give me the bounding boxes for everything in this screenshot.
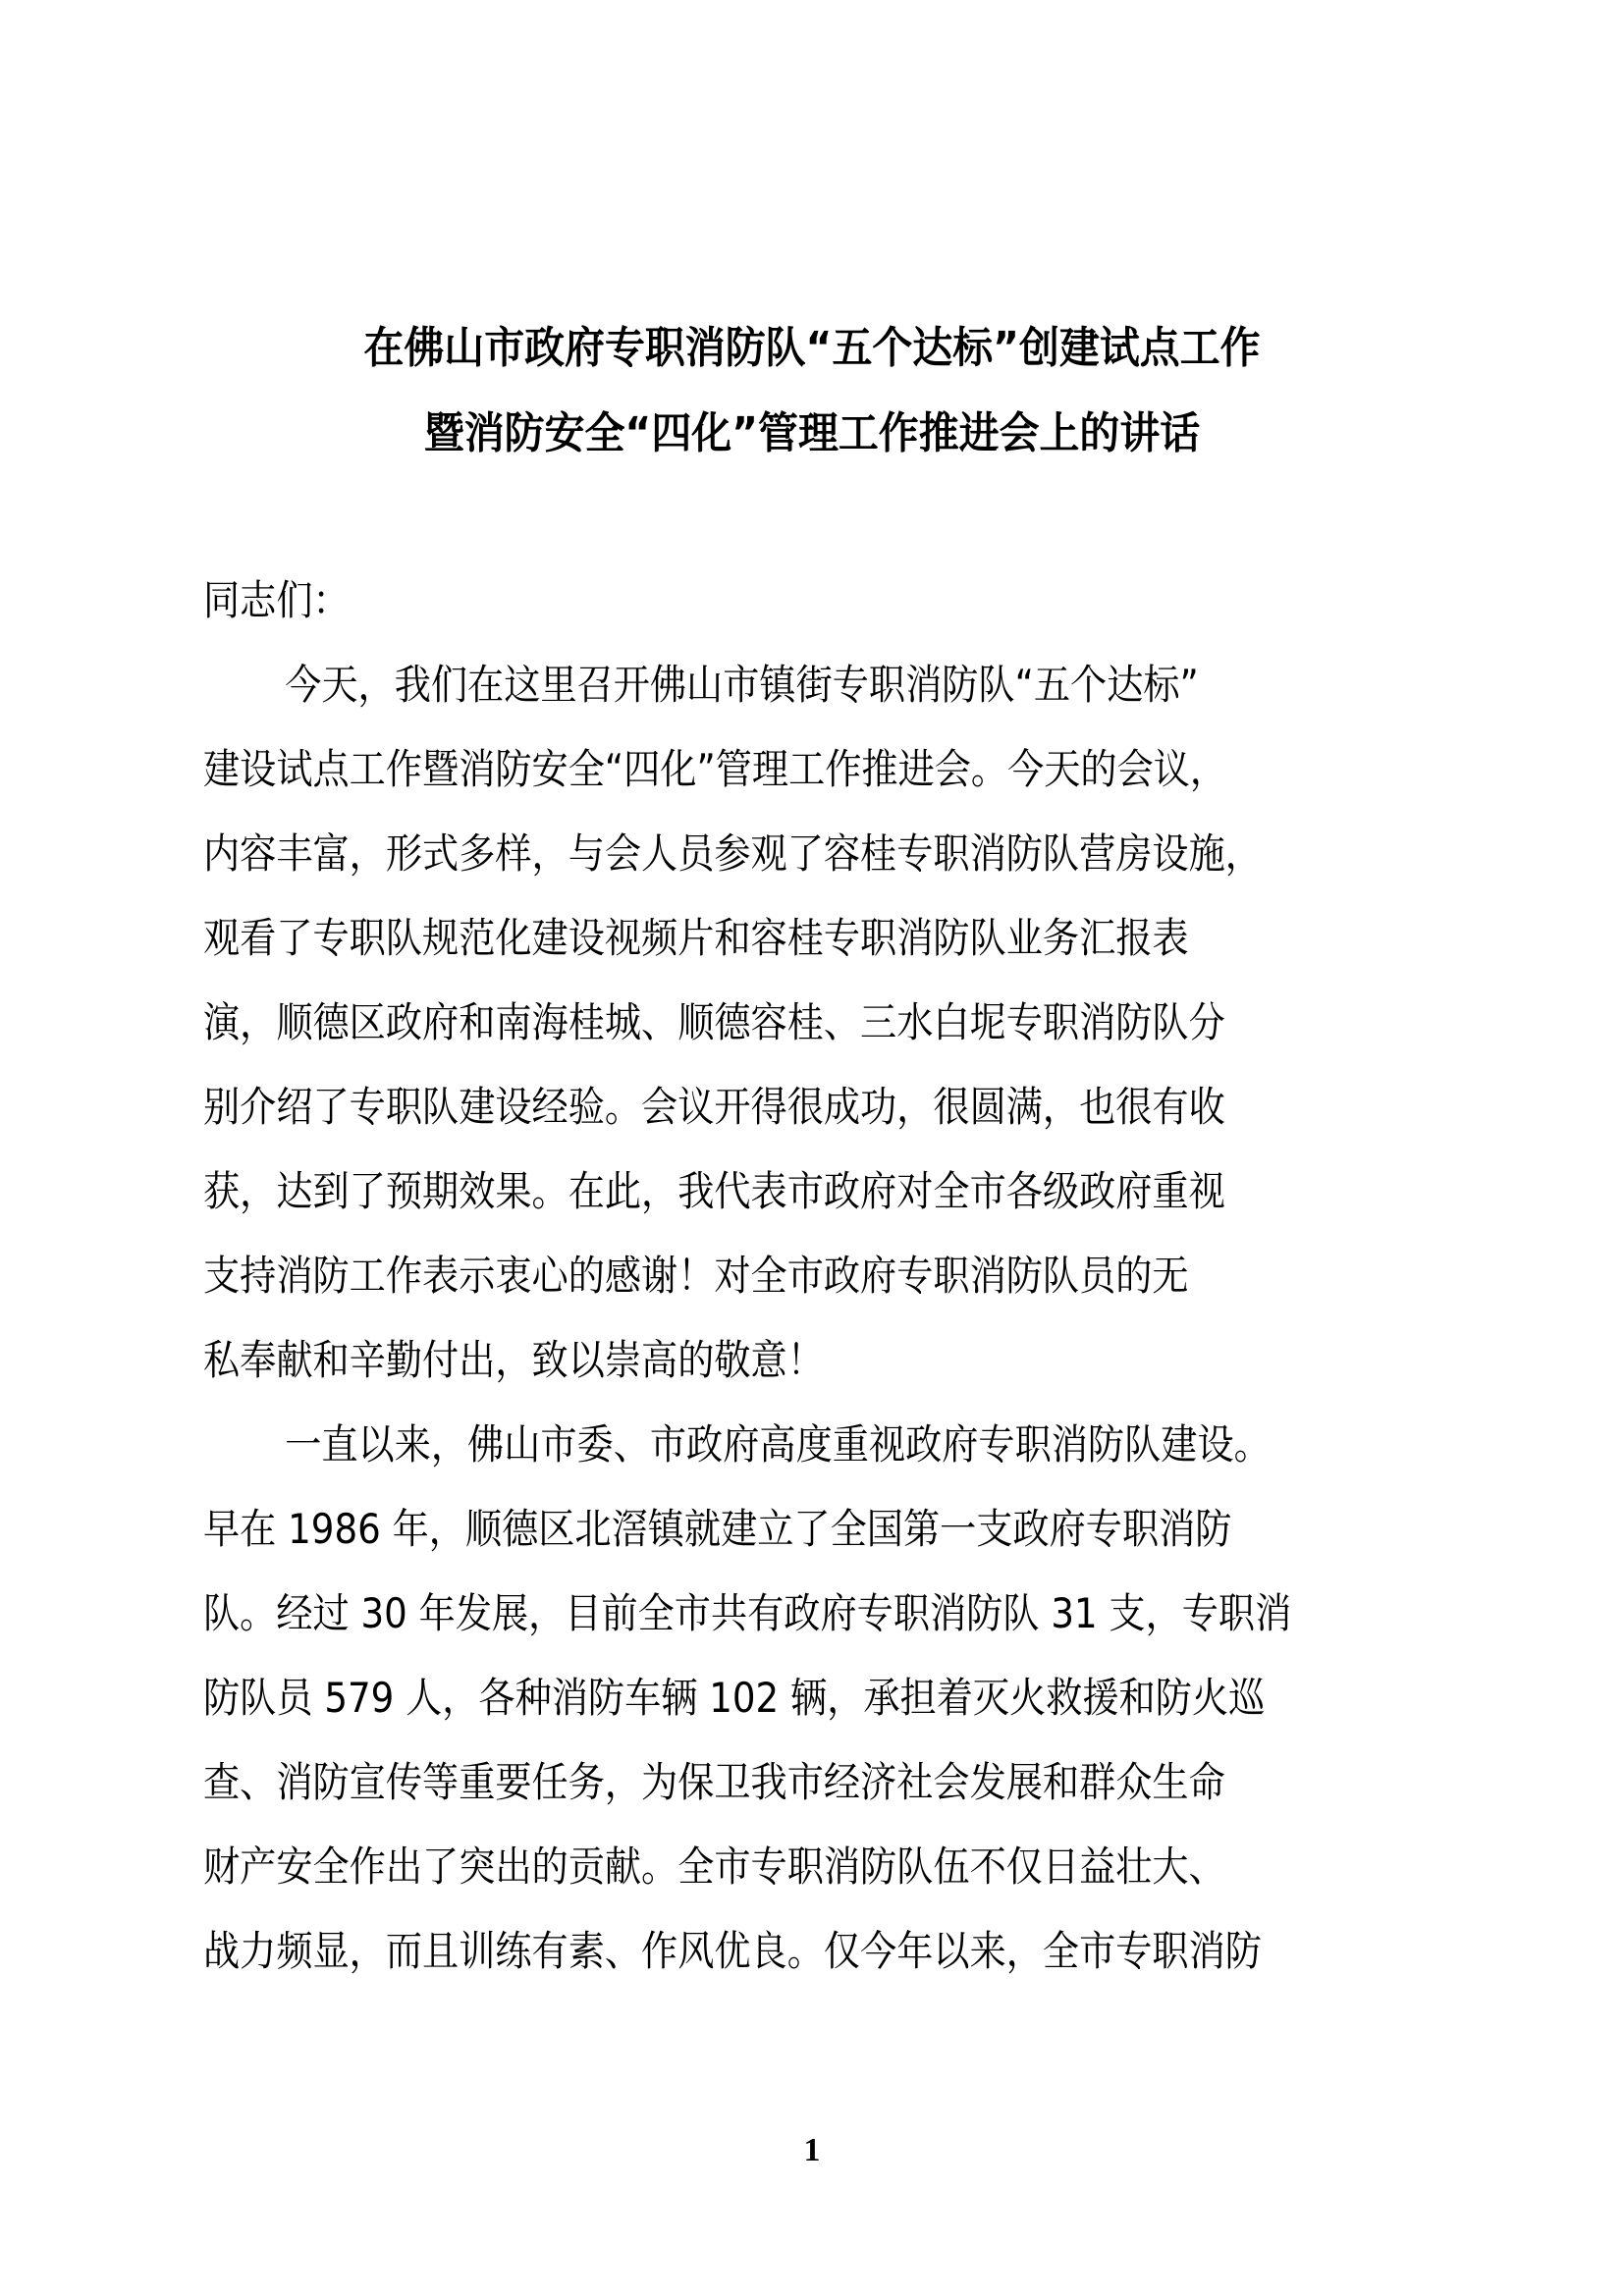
paragraph-2-line-5: 查、消防宣传等重要任务，为保卫我市经济社会发展和群众生命 — [203, 1758, 1225, 1806]
paragraph-1-line-1: 今天，我们在这里召开佛山市镇街专职消防队“五个达标” — [285, 661, 1199, 709]
paragraph-2-line-3: 队。经过 30 年发展，目前全市共有政府专职消防队 31 支，专职消 — [203, 1589, 1292, 1637]
page-number: 1 — [803, 2132, 821, 2168]
document-title-line-1: 在佛山市政府专职消防队“五个达标”创建试点工作 — [363, 323, 1261, 373]
paragraph-2-line-6: 财产安全作出了突出的贡献。全市专职消防队伍不仅日益壮大、 — [203, 1842, 1225, 1891]
paragraph-1-line-8: 支持消防工作表示衷心的感谢！对全市政府专职消防队员的无 — [203, 1252, 1189, 1300]
paragraph-1-line-6: 别介绍了专职队建设经验。会议开得很成功，很圆满，也很有收 — [203, 1083, 1225, 1131]
paragraph-1-line-9: 私奉献和辛勤付出，致以崇高的敬意！ — [203, 1336, 824, 1384]
paragraph-1-line-4: 观看了专职队规范化建设视频片和容桂专职消防队业务汇报表 — [203, 914, 1189, 962]
document-body — [203, 571, 1431, 2006]
paragraph-1-line-2: 建设试点工作暨消防安全“四化”管理工作推进会。今天的会议， — [203, 745, 1227, 793]
paragraph-2-line-1: 一直以来，佛山市委、市政府高度重视政府专职消防队建设。 — [285, 1420, 1271, 1468]
salutation: 同志们： — [203, 576, 350, 624]
paragraph-2-line-7: 战力频显，而且训练有素、作风优良。仅今年以来，全市专职消防 — [203, 1927, 1262, 1975]
paragraph-2-line-4: 防队员 579 人，各种消防车辆 102 辆，承担着灭火救援和防火巡 — [203, 1674, 1266, 1722]
paragraph-1-line-7: 获，达到了预期效果。在此，我代表市政府对全市各级政府重视 — [203, 1167, 1225, 1215]
paragraph-1-line-3: 内容丰富，形式多样，与会人员参观了容桂专职消防队营房设施， — [203, 829, 1262, 878]
paragraph-1-line-5: 演，顺德区政府和南海桂城、顺德容桂、三水白坭专职消防队分 — [203, 998, 1225, 1046]
document-title-line-2: 暨消防安全“四化”管理工作推进会上的讲话 — [423, 408, 1201, 458]
paragraph-2-line-2: 早在 1986 年，顺德区北滘镇就建立了全国第一支政府专职消防 — [203, 1505, 1232, 1553]
